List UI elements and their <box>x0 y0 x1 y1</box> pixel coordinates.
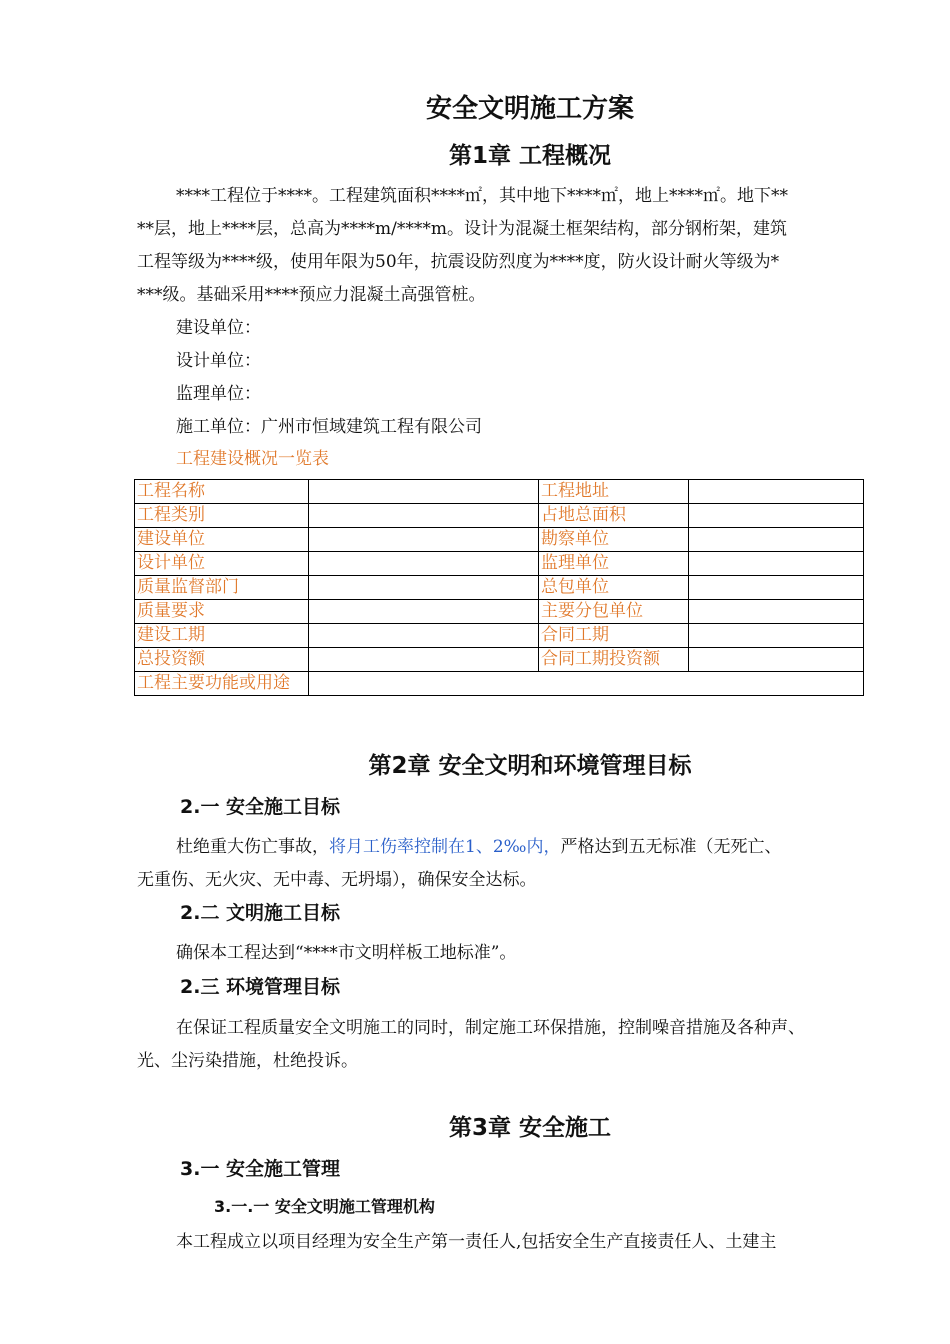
section-2-2-heading: 2.二 文明施工目标 <box>180 902 341 924</box>
supervision-unit-line: 监理单位： <box>176 384 261 404</box>
table-value-cell <box>689 480 864 504</box>
contractor-unit-line: 施工单位：广州市恒域建筑工程有限公司 <box>176 417 482 437</box>
table-value-cell <box>309 528 539 552</box>
table-label-cell: 勘察单位 <box>539 528 689 552</box>
table-value-cell <box>309 624 539 648</box>
table-label-cell: 建设单位 <box>135 528 309 552</box>
table-label-cell: 主要分包单位 <box>539 600 689 624</box>
table-label-cell: 质量要求 <box>135 600 309 624</box>
table-row <box>135 648 864 672</box>
construction-unit-line: 建设单位： <box>176 318 261 338</box>
table-row <box>135 600 864 624</box>
section-2-3-line: 光、尘污染措施，杜绝投诉。 <box>137 1051 358 1071</box>
table-row <box>135 552 864 576</box>
table-value-cell <box>309 648 539 672</box>
section-2-3-line: 在保证工程质量安全文明施工的同时，制定施工环保措施，控制噪音措施及各种声、 <box>176 1018 805 1038</box>
table-label-cell: 工程类别 <box>135 504 309 528</box>
section-2-1-text: 杜绝重大伤亡事故， <box>176 837 329 857</box>
chapter-1-para-line: **层，地上****层，总高为****m/****m。设计为混凝土框架结构，部分钢桁架，建筑 <box>137 219 787 239</box>
section-2-3-heading: 2.三 环境管理目标 <box>180 976 341 998</box>
table-label-cell: 监理单位 <box>539 552 689 576</box>
table-value-cell <box>689 648 864 672</box>
chapter-1-para-line: ****工程位于****。工程建筑面积****㎡，其中地下****㎡，地上****㎡。地下** <box>176 186 788 206</box>
table-row <box>135 624 864 648</box>
table-value-cell <box>309 672 864 696</box>
section-2-1-line: 无重伤、无火灾、无中毒、无坍塌），确保安全达标。 <box>137 870 537 890</box>
table-value-cell <box>309 504 539 528</box>
table-label-cell: 总投资额 <box>135 648 309 672</box>
section-3-1-heading: 3.一 安全施工管理 <box>180 1158 341 1180</box>
table-value-cell <box>689 624 864 648</box>
table-label-cell: 工程主要功能或用途 <box>135 672 309 696</box>
table-row <box>135 672 864 696</box>
table-label-cell: 总包单位 <box>539 576 689 600</box>
chapter-1-heading: 第1章 工程概况 <box>448 143 611 169</box>
table-value-cell <box>689 576 864 600</box>
table-label-cell: 建设工期 <box>135 624 309 648</box>
table-label-cell: 工程地址 <box>539 480 689 504</box>
section-2-1-line <box>176 832 781 857</box>
design-unit-line: 设计单位： <box>176 351 261 371</box>
document-title: 安全文明施工方案 <box>425 94 634 124</box>
table-row <box>135 576 864 600</box>
table-value-cell <box>689 528 864 552</box>
table-label-cell: 合同工期 <box>539 624 689 648</box>
table-caption: 工程建设概况一览表 <box>176 449 329 469</box>
table-value-cell <box>309 480 539 504</box>
table-value-cell <box>309 600 539 624</box>
chapter-2-heading: 第2章 安全文明和环境管理目标 <box>368 753 692 779</box>
chapter-1-para-line: ***级。基础采用****预应力混凝土高强管桩。 <box>137 285 486 305</box>
table-value-cell <box>689 504 864 528</box>
table-label-cell: 工程名称 <box>135 480 309 504</box>
table-row <box>135 504 864 528</box>
injury-rate-highlight: 将月工伤率控制在1、2‰内， <box>329 837 561 857</box>
section-3-1-1-line: 本工程成立以项目经理为安全生产第一责任人,包括安全生产直接责任人、土建主 <box>176 1232 777 1252</box>
section-2-2-line: 确保本工程达到“****市文明样板工地标准”。 <box>176 943 517 963</box>
project-overview-table <box>134 479 864 696</box>
table-value-cell <box>689 600 864 624</box>
table-label-cell: 合同工期投资额 <box>539 648 689 672</box>
table-value-cell <box>309 576 539 600</box>
chapter-1-para-line: 工程等级为****级，使用年限为50年，抗震设防烈度为****度，防火设计耐火等级为* <box>137 252 780 272</box>
table-label-cell: 设计单位 <box>135 552 309 576</box>
section-2-1-heading: 2.一 安全施工目标 <box>180 796 341 818</box>
table-row <box>135 480 864 504</box>
table-label-cell: 质量监督部门 <box>135 576 309 600</box>
table-row <box>135 528 864 552</box>
chapter-3-heading: 第3章 安全施工 <box>448 1115 611 1141</box>
section-2-1-text: 严格达到五无标准（无死亡、 <box>560 837 782 857</box>
subsection-3-1-1-heading: 3.一.一 安全文明施工管理机构 <box>214 1197 435 1216</box>
table-value-cell <box>309 552 539 576</box>
table-label-cell: 占地总面积 <box>539 504 689 528</box>
table-value-cell <box>689 552 864 576</box>
